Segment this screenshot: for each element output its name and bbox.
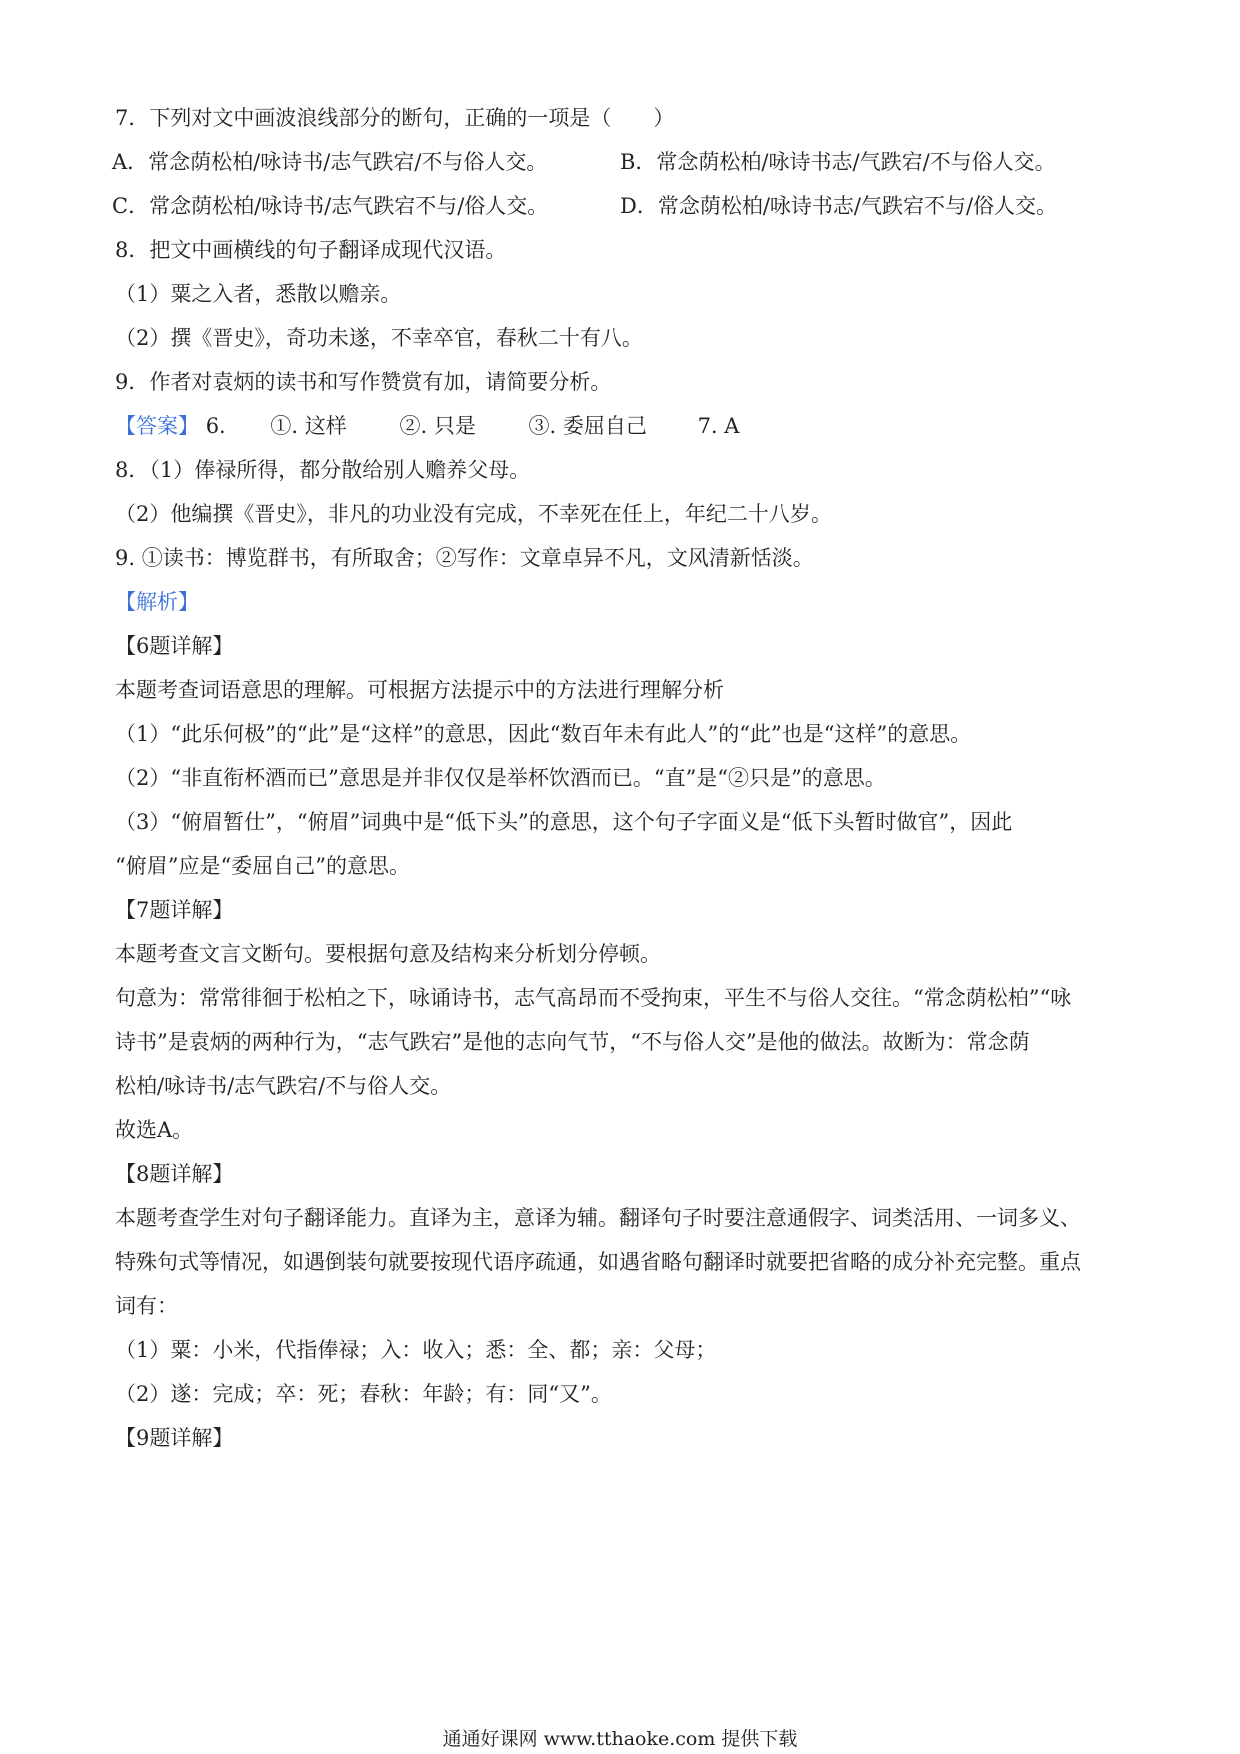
answer-q9: 9. ①读书：博览群书，有所取舍；②写作：文章卓异不凡，文风清新恬淡。 xyxy=(115,546,814,570)
analysis-7-line-a: 句意为：常常徘徊于松柏之下，咏诵诗书，志气高昂而不受拘束，平生不与俗人交往。“常念荫松柏”“咏 xyxy=(115,986,1072,1010)
analysis-heading-7: 【7题详解】 xyxy=(115,898,234,922)
answer-q6-item-3: ③. 委屈自己 xyxy=(528,414,647,438)
answer-q8-1: 8．（1）俸禄所得，都分散给别人赡养父母。 xyxy=(115,458,531,482)
question-8-sentence-1: （1）粟之入者，悉散以赡亲。 xyxy=(115,282,402,306)
analysis-heading-9: 【9题详解】 xyxy=(115,1426,234,1450)
analysis-8-line-c: 词有： xyxy=(115,1294,178,1318)
analysis-7-line-c: 松柏/咏诗书/志气跌宕/不与俗人交。 xyxy=(115,1074,452,1098)
answer-q6-item-1: ①. 这样 xyxy=(270,414,347,438)
question-7-option-a: A．常念荫松柏/咏诗书/志气跌宕/不与俗人交。 xyxy=(112,150,548,174)
answer-q8-2: （2）他编撰《晋史》，非凡的功业没有完成，不幸死在任上，年纪二十八岁。 xyxy=(115,502,832,526)
answer-line xyxy=(115,411,739,441)
analysis-7-intro: 本题考查文言文断句。要根据句意及结构来分析划分停顿。 xyxy=(115,942,661,966)
question-8-sentence-2: （2）撰《晋史》，奇功未遂，不幸卒官，春秋二十有八。 xyxy=(115,326,643,350)
analysis-6-item-2: （2）“非直衔杯酒而已”意思是并非仅仅是举杯饮酒而已。“直”是“②只是”的意思。 xyxy=(115,766,886,790)
answer-tag: 【答案】 xyxy=(115,414,199,438)
analysis-8-line-a: 本题考查学生对句子翻译能力。直译为主，意译为辅。翻译句子时要注意通假字、词类活用、一词多义、 xyxy=(115,1206,1081,1230)
analysis-6-item-3b: “俯眉”应是“委屈自己”的意思。 xyxy=(115,854,410,878)
question-8-stem: 8．把文中画横线的句子翻译成现代汉语。 xyxy=(115,238,507,262)
answer-q7: 7. A xyxy=(697,414,740,438)
analysis-heading-6: 【6题详解】 xyxy=(115,634,234,658)
analysis-8-item-1: （1）粟：小米，代指俸禄；入：收入；悉：全、都；亲：父母； xyxy=(115,1338,717,1362)
analysis-heading-8: 【8题详解】 xyxy=(115,1162,234,1186)
analysis-6-item-3a: （3）“俯眉暂仕”，“俯眉”词典中是“低下头”的意思，这个句子字面义是“低下头暂时做官”，因此 xyxy=(115,810,1013,834)
analysis-7-conclusion: 故选A。 xyxy=(115,1118,194,1142)
analysis-6-item-1: （1）“此乐何极”的“此”是“这样”的意思，因此“数百年未有此人”的“此”也是“这样”的意思。 xyxy=(115,722,972,746)
analysis-8-line-b: 特殊句式等情况，如遇倒装句就要按现代语序疏通，如遇省略句翻译时就要把省略的成分补充完整。重点 xyxy=(115,1250,1081,1274)
analysis-8-item-2: （2）遂：完成；卒：死；春秋：年龄；有：同“又”。 xyxy=(115,1382,612,1406)
analysis-6-intro: 本题考查词语意思的理解。可根据方法提示中的方法进行理解分析 xyxy=(115,678,724,702)
question-7-option-d: D．常念荫松柏/咏诗书志/气跌宕不与/俗人交。 xyxy=(620,194,1058,218)
answer-q6-item-2: ②. 只是 xyxy=(399,414,476,438)
question-7-stem: 7．下列对文中画波浪线部分的断句，正确的一项是（ ） xyxy=(115,106,675,130)
question-9-stem: 9．作者对袁炳的读书和写作赞赏有加，请简要分析。 xyxy=(115,370,612,394)
analysis-7-line-b: 诗书”是袁炳的两种行为，“志气跌宕”是他的志向气节，“不与俗人交”是他的做法。故断为：常念荫 xyxy=(115,1030,1030,1054)
answer-q6-label: 6. xyxy=(205,414,226,438)
question-7-option-b: B．常念荫松柏/咏诗书志/气跌宕/不与俗人交。 xyxy=(620,150,1056,174)
analysis-tag: 【解析】 xyxy=(115,590,199,614)
question-7-option-c: C．常念荫松柏/咏诗书/志气跌宕不与/俗人交。 xyxy=(112,194,549,218)
page-footer: 通通好课网 www.tthaoke.com 提供下载 xyxy=(442,1728,798,1750)
